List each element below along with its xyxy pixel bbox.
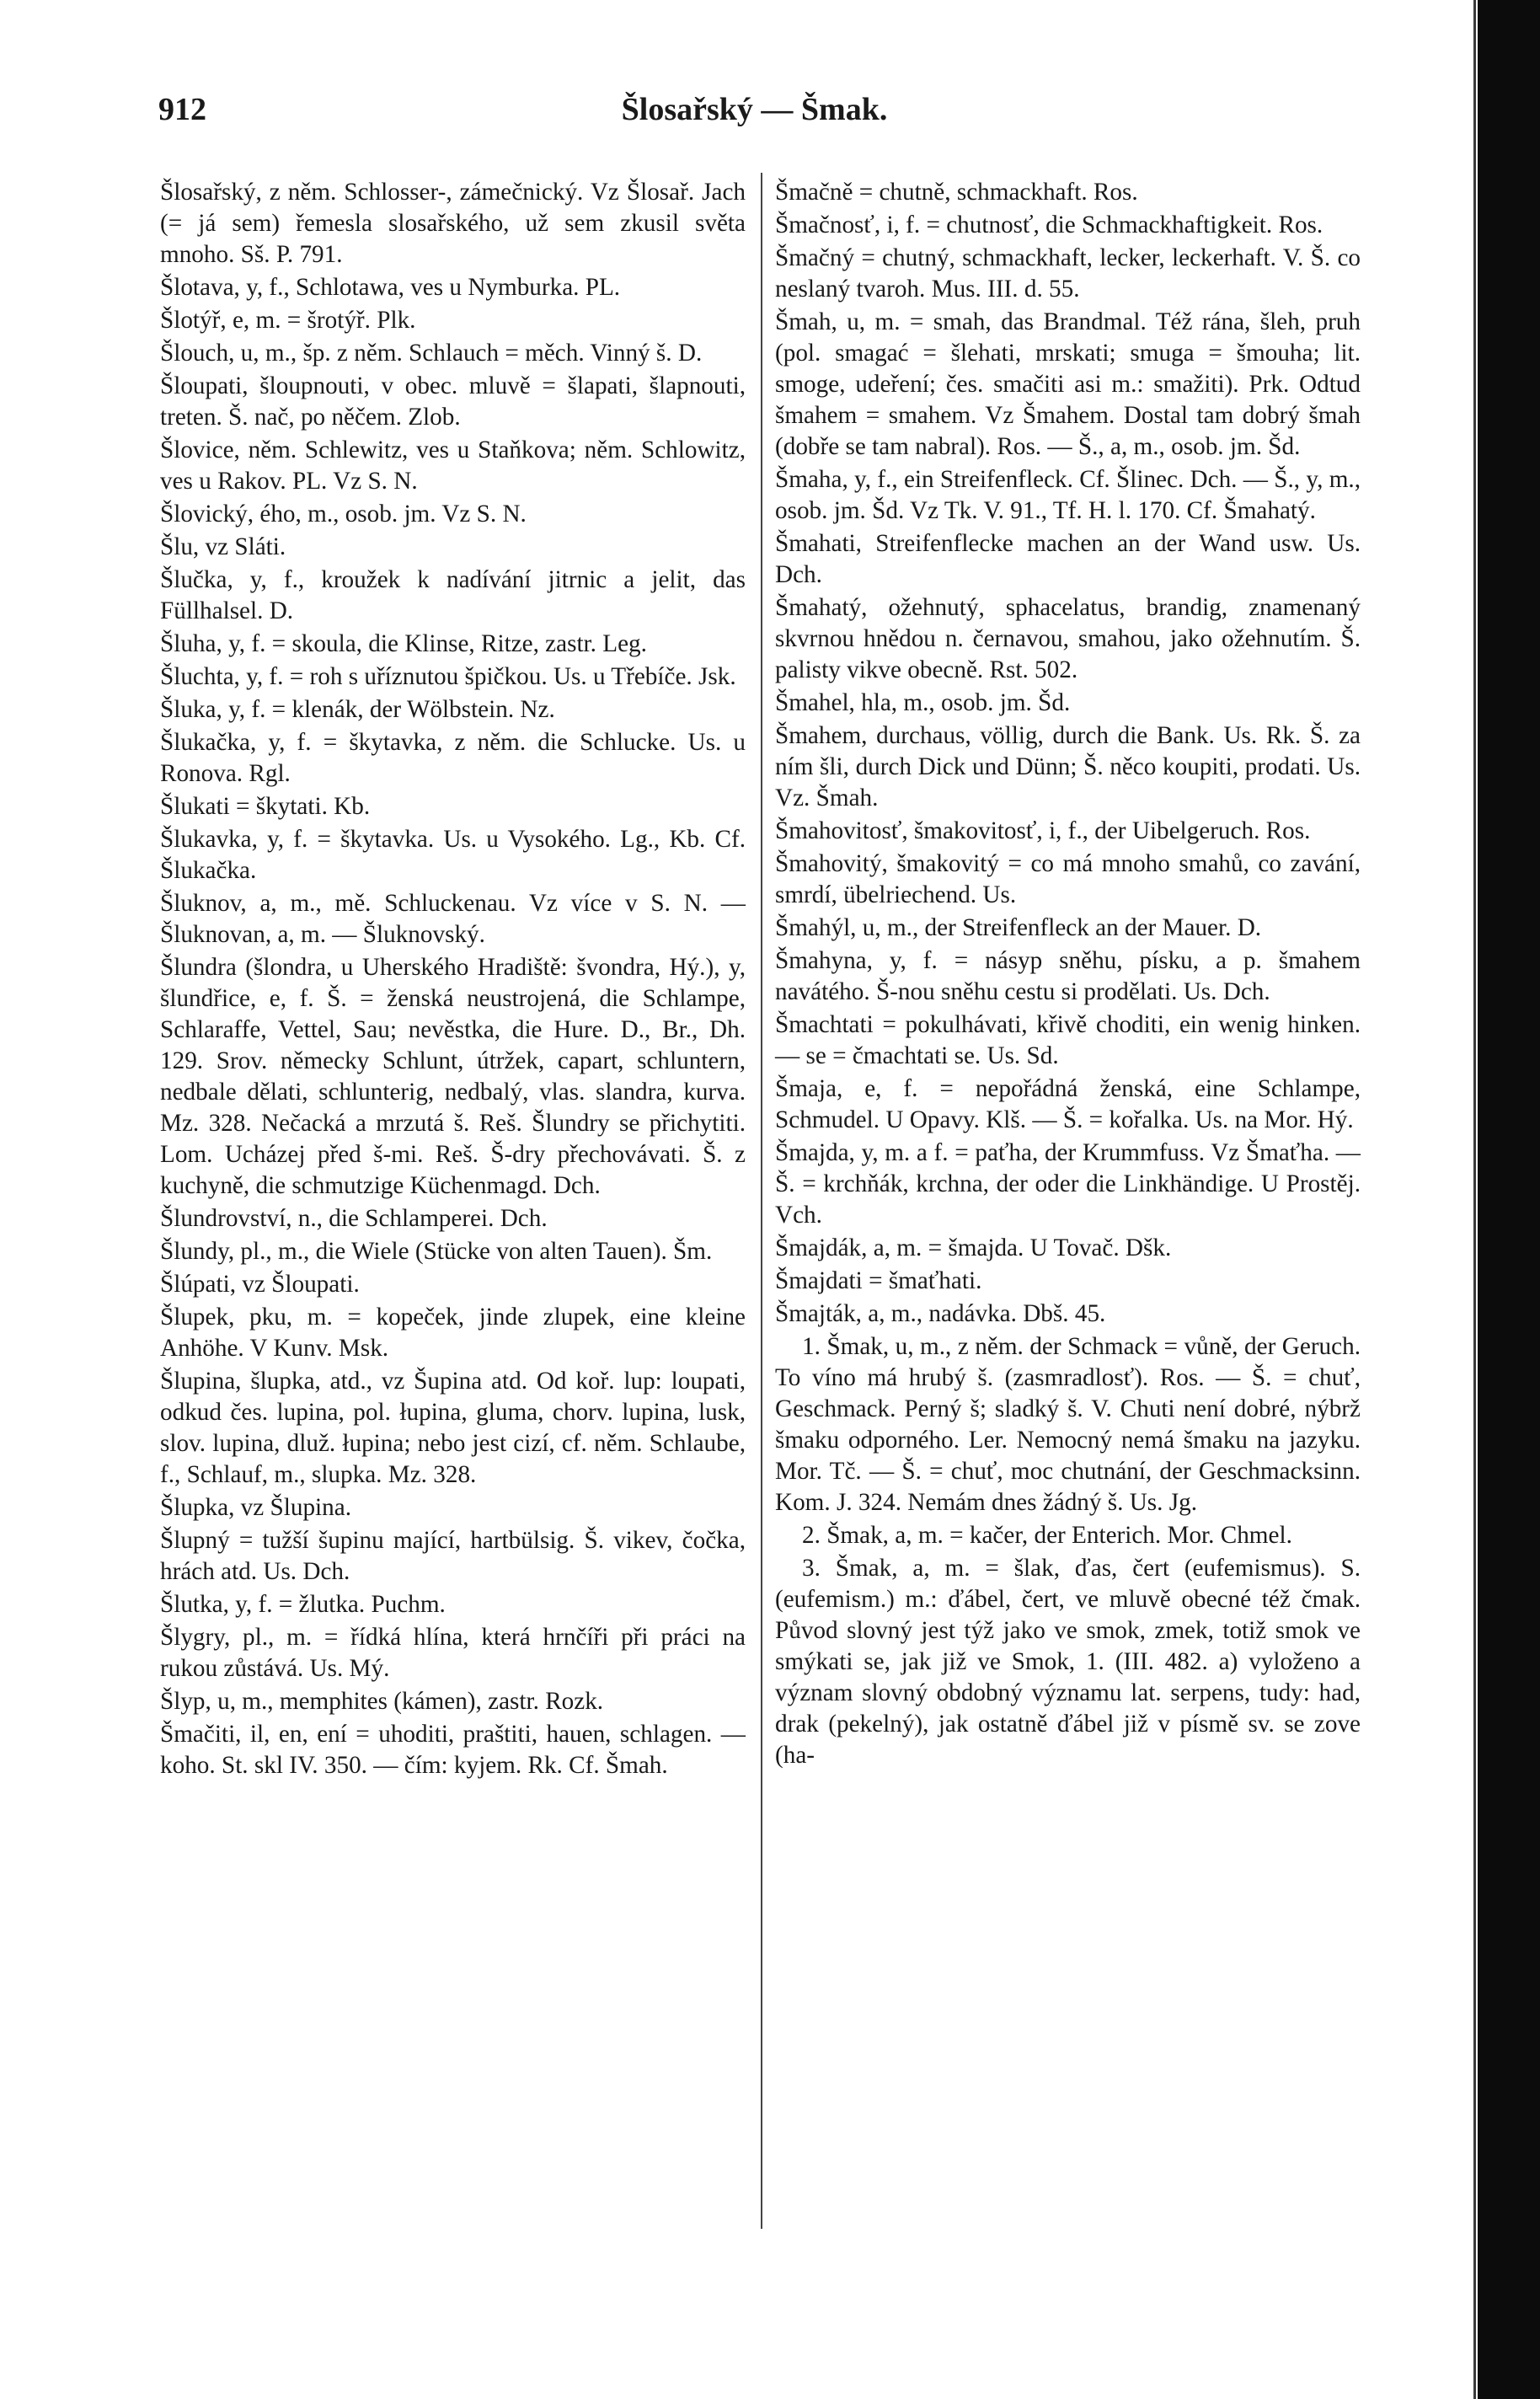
scan-edge-line (1473, 0, 1476, 2399)
dictionary-entry: Šmahovitosť, šmakovitosť, i, f., der Uibelgeruch. Ros. (775, 817, 1311, 844)
dictionary-entry: Šlundra (šlondra, u Uherského Hradiště: švondra, Hý.), y, šlundřice, e, f. Š. = ženská neustrojená, die Schlampe, Schlaraffe, Vettel, Sau; nevěstka, die Hure. D., Br., Dh. 129. Srov. německy Schlunt, útržek, capart, schluntern, nedbale dělati, schlunterig, nedbalý, vlas. slandra, kurva. Mz. 328. Nečacká a mrzutá š. Reš. Šlundry se přichytiti. Lom. Ucházej před š-mi. Reš. Š-dry přechovávati. Š. z kuchyně, die schmutzige Küchenmagd. Dch. (160, 954, 746, 1199)
dictionary-entry: Šlundrovství, n., die Schlamperei. Dch. (160, 1205, 548, 1232)
dictionary-entry: Šluha, y, f. = skoula, die Klinse, Ritze, zastr. Leg. (160, 630, 647, 657)
dictionary-entry: Šmahati, Streifenflecke machen an der Wand usw. Us. Dch. (775, 530, 1361, 588)
dictionary-entry: Šmah, u, m. = smah, das Brandmal. Též rána, šleh, pruh (pol. smagać = šlehati, mrskati; smuga = šmouha; lit. smoge, udeření; čes. smačiti asi m.: smažiti). Prk. Odtud šmahem = smahem. Vz Šmahem. Dostal tam dobrý šmah (dobře se tam nabral). Ros. — Š., a, m., osob. jm. Šd. (775, 308, 1361, 460)
running-title: Šlosařský — Šmak. (621, 92, 888, 127)
dictionary-entry: 2. Šmak, a, m. = kačer, der Enterich. Mor. Chmel. (802, 1522, 1292, 1549)
dictionary-entry: Šmačnosť, i, f. = chutnosť, die Schmackhaftigkeit. Ros. (775, 212, 1323, 238)
column-divider (761, 173, 762, 2229)
dictionary-entry: Šlukati = škytati. Kb. (160, 793, 371, 820)
dictionary-entry: Šmačně = chutně, schmackhaft. Ros. (775, 179, 1138, 206)
dictionary-entry: Šlupný = tužší šupinu mající, hartbülsig. Š. vikev, čočka, hrách atd. Us. Dch. (160, 1527, 746, 1585)
dictionary-entry: Šluknov, a, m., mě. Schluckenau. Vz více v S. N. — Šluknovan, a, m. — Šluknovský. (160, 890, 746, 948)
dictionary-entry: Šlukavka, y, f. = škytavka. Us. u Vysokého. Lg., Kb. Cf. Šlukačka. (160, 826, 746, 884)
dictionary-entry: Šluchta, y, f. = roh s uříznutou špičkou. Us. u Třebíče. Jsk. (160, 663, 736, 690)
dictionary-entry: Šlouch, u, m., šp. z něm. Schlauch = měch. Vinný š. D. (160, 340, 703, 367)
dictionary-entry: Šmajda, y, m. a f. = paťha, der Krummfuss. Vz Šmaťha. — Š. = krchňák, krchna, der oder die Linkhändige. U Prostěj. Vch. (775, 1139, 1361, 1229)
dictionary-entry: Šmahatý, ožehnutý, sphacelatus, brandig, znamenaný skvrnou hnědou n. černavou, smahou, jako ožehnutím. Š. palisty vikve obecně. Rst. 502. (775, 594, 1361, 683)
dictionary-entry: Šlovice, něm. Schlewitz, ves u Staňkova; něm. Schlowitz, ves u Rakov. PL. Vz S. N. (160, 436, 746, 495)
dictionary-entry: Šlundy, pl., m., die Wiele (Stücke von alten Tauen). Šm. (160, 1238, 713, 1265)
dictionary-entry: Šmačiti, il, en, ení = uhoditi, praštiti, hauen, schlagen. — koho. St. skl IV. 350. — čím: kyjem. Rk. Cf. Šmah. (160, 1721, 746, 1779)
dictionary-entry: Šlučka, y, f., kroužek k nadívání jitrnic a jelit, das Füllhalsel. D. (160, 566, 746, 624)
dictionary-entry: Šluka, y, f. = klenák, der Wölbstein. Nz. (160, 696, 555, 723)
dictionary-entry: 1. Šmak, u, m., z něm. der Schmack = vůně, der Geruch. To víno má hrubý š. (zasmradlosť). Ros. — Š. = chuť, Geschmack. Perný š; sladký š. V. Chuti není dobré, nýbrž šmaku odporného. Ler. Nemocný nemá šmaku na jazyku. Mor. Tč. — Š. = chuť, moc chutnání, der Geschmacksinn. Kom. J. 324. Nemám dnes žádný š. Us. Jg. (775, 1333, 1361, 1516)
dictionary-entry: Šlupina, šlupka, atd., vz Šupina atd. Od koř. lup: loupati, odkud čes. lupina, pol. łupina, gluma, chorv. lupina, lusk, slov. lupina, dluž. łupina; nebo jest cizí, cf. něm. Schlaube, f., Schlauf, m., slupka. Mz. 328. (160, 1368, 746, 1488)
dictionary-entry: Šmačný = chutný, schmackhaft, lecker, leckerhaft. V. Š. co neslaný tvaroh. Mus. III. d. 55. (775, 244, 1361, 303)
dictionary-entry: Šmajdati = šmaťhati. (775, 1267, 982, 1294)
dictionary-entry: Šmahem, durchaus, völlig, durch die Bank. Us. Rk. Š. za ním šli, durch Dick und Dünn; Š. něco koupiti, prodati. Us. Vz. Šmah. (775, 722, 1361, 811)
dictionary-entry: Šmahyna, y, f. = násyp sněhu, písku, a p. šmahem navátého. Š-nou sněhu cestu si prodělati. Us. Dch. (775, 947, 1361, 1005)
dictionary-entry: Šlukačka, y, f. = škytavka, z něm. die Schlucke. Us. u Ronova. Rgl. (160, 729, 746, 787)
dictionary-entry: Šmahel, hla, m., osob. jm. Šd. (775, 689, 1071, 716)
scan-edge (1478, 0, 1540, 2399)
dictionary-entry: Šmahovitý, šmakovitý = co má mnoho smahů, co zavání, smrdí, übelriechend. Us. (775, 850, 1361, 908)
left-column (160, 177, 746, 1783)
dictionary-entry: Šmachtati = pokulhávati, křivě choditi, ein wenig hinken. — se = čmachtati se. Us. Sd. (775, 1011, 1361, 1069)
dictionary-entry: Šlutka, y, f. = žlutka. Puchm. (160, 1591, 446, 1618)
dictionary-entry: Šmaja, e, f. = nepořádná ženská, eine Schlampe, Schmudel. U Opavy. Klš. — Š. = kořalka. Us. na Mor. Hý. (775, 1075, 1361, 1133)
dictionary-entry: Šmahýl, u, m., der Streifenfleck an der Mauer. D. (775, 914, 1262, 941)
dictionary-entry: Šlúpati, vz Šloupati. (160, 1271, 360, 1298)
dictionary-entry: Šlotava, y, f., Schlotawa, ves u Nymburka. PL. (160, 274, 621, 301)
dictionary-entry: Šlyp, u, m., memphites (kámen), zastr. Rozk. (160, 1688, 604, 1715)
dictionary-entry: Šmajták, a, m., nadávka. Dbš. 45. (775, 1300, 1106, 1327)
dictionary-entry: Šlygry, pl., m. = řídká hlína, která hrnčíři při práci na rukou zůstává. Us. Mý. (160, 1624, 746, 1682)
dictionary-entry: Šlotýř, e, m. = šrotýř. Plk. (160, 307, 416, 334)
dictionary-entry: Šlupka, vz Šlupina. (160, 1494, 352, 1521)
dictionary-entry: Šlu, vz Sláti. (160, 533, 286, 560)
dictionary-entry: Šlupek, pku, m. = kopeček, jinde zlupek, eine kleine Anhöhe. V Kunv. Msk. (160, 1304, 746, 1362)
dictionary-entry: Šlosařský, z něm. Schlosser-, zámečnický. Vz Šlosař. Jach (= já sem) řemesla slosařského, už sem zkusil světa mnoho. Sš. P. 791. (160, 179, 746, 268)
dictionary-entry: 3. Šmak, a, m. = šlak, ďas, čert (eufemismus). S. (eufemism.) m.: ďábel, čert, ve mluvě obecné též čmak. Původ slovný jest týž jako ve smok, zmek, totiž smok ve smýkati se, jak již ve Smok, 1. (III. 482. a) vyloženo a význam slovný obdobný významu lat. serpens, tudy: had, drak (pekelný), jak ostatně ďábel již v písmě sv. se zove (ha- (775, 1555, 1361, 1769)
dictionary-entry: Šloupati, šloupnouti, v obec. mluvě = šlapati, šlapnouti, treten. Š. nač, po něčem. Zlob. (160, 372, 746, 431)
page-number: 912 (158, 92, 206, 127)
dictionary-entry: Šmajdák, a, m. = šmajda. U Tovač. Dšk. (775, 1234, 1172, 1261)
dictionary-entry: Šlovický, ého, m., osob. jm. Vz S. N. (160, 501, 527, 527)
right-column (775, 177, 1361, 1773)
dictionary-entry: Šmaha, y, f., ein Streifenfleck. Cf. Šlinec. Dch. — Š., y, m., osob. jm. Šd. Vz Tk. V. 91., Tf. H. l. 170. Cf. Šmahatý. (775, 466, 1361, 524)
page-header (158, 91, 1350, 142)
